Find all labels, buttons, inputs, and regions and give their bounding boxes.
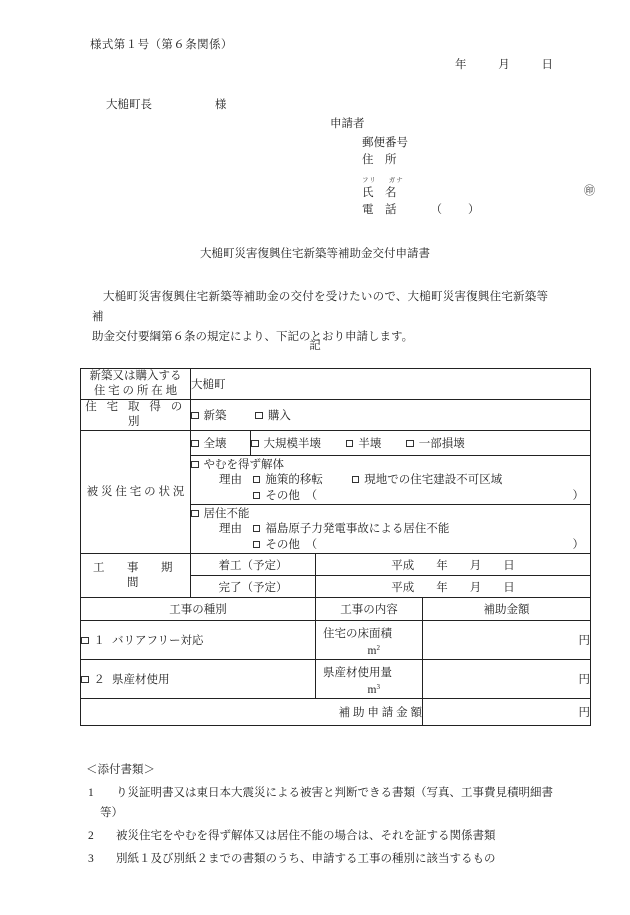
date-month-label: 月 — [498, 59, 510, 71]
demolition-reason-1-label: 現地での住宅建設不可区域 — [364, 474, 503, 486]
table-row-work-local-timber — [81, 660, 591, 699]
application-table — [80, 368, 591, 726]
checkbox-option-large-half-collapse[interactable] — [251, 435, 321, 451]
uninhabitable-cell — [191, 505, 591, 554]
body-line-1: 大槌町災害復興住宅新築等補助金の交付を受けたいので、大槌町災害復興住宅新築等補 — [92, 291, 548, 323]
uninhabitable-title-row[interactable] — [191, 505, 590, 521]
ki-marker: 記 — [309, 340, 321, 352]
work-0-unit — [316, 641, 422, 658]
uninhabitable-reason-row-1 — [219, 521, 590, 537]
total-label: 補 助 申 請 金 額 — [338, 707, 422, 719]
damage-label-cell — [81, 431, 191, 554]
applicant-block — [330, 115, 595, 219]
checkbox-icon[interactable] — [253, 541, 261, 549]
period-row-1-day: 日 — [503, 581, 515, 594]
demolition-title-row[interactable] — [191, 456, 590, 472]
works-header-0: 工事の種別 — [169, 604, 227, 616]
uninhabitable-other-close-paren: ） — [572, 539, 585, 551]
period-start-date-cell[interactable] — [316, 554, 591, 576]
attachment-2-number: 3 — [88, 853, 94, 865]
seal-icon: ㊞ — [584, 185, 595, 197]
demolition-reason-row-2 — [219, 488, 590, 504]
acquisition-options-cell — [191, 400, 591, 431]
works-header-kind-cell — [81, 598, 316, 621]
period-row-0-day: 日 — [503, 559, 515, 572]
checkbox-option-purchase[interactable] — [255, 407, 291, 423]
demolition-other-label: その他 （ — [265, 490, 318, 502]
work-0-number: １ — [93, 635, 105, 647]
period-row-0-year: 年 — [436, 559, 448, 572]
works-header-amount-cell — [423, 598, 591, 621]
attachment-1-number: 2 — [88, 830, 94, 842]
attachment-0-text-continued: 等） — [100, 807, 123, 819]
demolition-title: やむを得ず解体 — [203, 459, 284, 471]
work-1-unit — [316, 680, 422, 697]
period-row-1-era: 平成 — [391, 581, 415, 594]
demolition-cell — [191, 456, 591, 505]
checkbox-option-half-collapse[interactable] — [346, 435, 382, 451]
attachment-0-number: 1 — [88, 787, 94, 799]
document-title: 大槌町災害復興住宅新築等補助金交付申請書 — [200, 248, 430, 260]
damage-label: 被 災 住 宅 の 状 況 — [86, 485, 185, 498]
period-row-0-month: 月 — [469, 559, 482, 572]
work-1-amount-cell[interactable] — [423, 660, 591, 699]
attachment-item — [86, 849, 586, 869]
applicant-title: 申請者 — [330, 118, 365, 130]
table-row-acquisition — [81, 400, 591, 431]
location-value-cell[interactable] — [191, 369, 591, 400]
work-1-content-label: 県産材使用量 — [323, 667, 392, 679]
work-1-unit-base: m — [367, 684, 377, 696]
work-1-currency: 円 — [578, 674, 591, 686]
applicant-name-row — [362, 185, 595, 202]
work-0-amount-cell[interactable] — [423, 621, 591, 660]
work-1-kind: 県産材使用 — [112, 674, 170, 686]
date-day-label: 日 — [541, 59, 553, 71]
acquisition-option-0-label: 新築 — [203, 410, 227, 422]
checkbox-option-demolition-other[interactable] — [253, 488, 317, 504]
attachment-item — [86, 826, 586, 846]
uninhabitable-reason-0-label: 福島原子力発電事故による居住不能 — [265, 523, 450, 535]
uninhabitable-other-label: その他 （ — [265, 539, 318, 551]
period-label: 工 事 期 間 — [93, 561, 195, 589]
table-row-total — [81, 699, 591, 726]
checkbox-icon[interactable] — [346, 440, 354, 448]
damage-level-full-cell[interactable] — [191, 431, 251, 456]
period-label-cell — [81, 554, 195, 598]
furigana-part-2: ガナ — [388, 177, 404, 184]
damage-level-full-label: 全壊 — [203, 438, 227, 450]
date-line — [455, 56, 553, 72]
checkbox-option-uninhabitable-other[interactable] — [253, 537, 317, 553]
name-label: 氏 名 — [362, 187, 397, 199]
attachments-heading: ＜添付書類＞ — [86, 764, 155, 776]
attachments-section — [86, 760, 586, 869]
table-row-work-barrier-free — [81, 621, 591, 660]
period-row-1-year: 年 — [436, 581, 448, 594]
checkbox-icon[interactable] — [253, 492, 261, 500]
checkbox-icon[interactable] — [352, 476, 360, 484]
work-1-kind-cell[interactable] — [81, 660, 316, 699]
period-row-1-name: 完了（予定） — [218, 581, 288, 594]
checkbox-option-no-build-zone[interactable] — [352, 472, 503, 488]
table-row-location — [81, 369, 591, 400]
attachment-2-text: 別紙１及び別紙２までの書類のうち、申請する工事の種別に該当するもの — [116, 853, 496, 865]
checkbox-option-policy-relocation[interactable] — [253, 472, 323, 488]
applicant-tel-row — [362, 202, 580, 219]
work-0-currency: 円 — [578, 635, 591, 647]
addressee-honorific: 様 — [214, 99, 227, 111]
applicant-postal-row — [362, 135, 580, 152]
works-header-1: 工事の内容 — [340, 604, 398, 616]
table-row-works-header — [81, 598, 591, 621]
period-row-0-era: 平成 — [391, 559, 415, 572]
work-1-unit-exponent: 3 — [376, 683, 380, 691]
location-value: 大槌町 — [191, 379, 226, 391]
damage-level-0-label: 大規模半壊 — [263, 438, 321, 450]
damage-level-1-label: 半壊 — [358, 438, 382, 450]
uninhabitable-reason-label: 理由 — [219, 523, 242, 535]
addressee-name: 大槌町長 — [106, 99, 152, 111]
date-year-label: 年 — [455, 59, 467, 71]
checkbox-icon[interactable] — [191, 440, 199, 448]
address-label: 住 所 — [362, 154, 397, 166]
total-currency: 円 — [578, 707, 591, 719]
acquisition-label: 住 宅 取 得 の 別 — [85, 401, 186, 428]
checkbox-icon[interactable] — [406, 440, 414, 448]
damage-level-2-label: 一部損壊 — [418, 438, 465, 450]
work-0-unit-exponent: 2 — [376, 644, 380, 652]
furigana-part-1: フリ — [362, 177, 377, 184]
work-1-content-cell[interactable] — [316, 660, 423, 699]
application-table-wrapper — [80, 368, 590, 726]
addressee-line — [106, 96, 226, 112]
checkbox-icon[interactable] — [81, 676, 89, 684]
checkbox-option-total-collapse[interactable] — [191, 435, 227, 451]
demolition-other-close-paren: ） — [572, 490, 585, 502]
demolition-reason-0-label: 施策的移転 — [265, 474, 323, 486]
table-row-damage-levels — [81, 431, 591, 456]
work-0-kind: バリアフリー対応 — [112, 635, 204, 647]
checkbox-icon[interactable] — [253, 476, 261, 484]
checkbox-option-new-build[interactable] — [191, 407, 227, 423]
location-label-line1: 新築又は購入する — [89, 370, 182, 382]
demolition-reason-label: 理由 — [219, 474, 242, 486]
attachment-item — [86, 783, 586, 823]
period-row-1-month: 月 — [469, 581, 482, 594]
total-amount-cell[interactable] — [423, 699, 591, 726]
work-0-content-cell[interactable] — [316, 621, 423, 660]
checkbox-option-fukushima-nuclear[interactable] — [253, 521, 450, 537]
damage-level-others-cell — [251, 431, 591, 456]
period-end-date-cell[interactable] — [316, 576, 591, 598]
acquisition-label-cell — [81, 400, 191, 431]
telephone-parenthesis: （ ） — [430, 204, 481, 216]
checkbox-icon[interactable] — [81, 637, 89, 645]
total-label-cell — [81, 699, 423, 726]
works-header-2: 補助金額 — [483, 604, 530, 616]
form-number: 様式第１号（第６条関係） — [90, 39, 233, 51]
demolition-reason-row-1 — [219, 472, 590, 488]
applicant-address-row — [362, 152, 580, 169]
work-0-content-label: 住宅の床面積 — [323, 628, 392, 640]
work-1-number: ２ — [93, 674, 105, 686]
period-start-name-cell — [191, 554, 316, 576]
postal-code-label: 郵便番号 — [362, 137, 408, 149]
period-end-name-cell — [191, 576, 316, 598]
checkbox-icon[interactable] — [251, 440, 259, 448]
body-line-2: 助金交付要綱第６条の規定により、下記のとおり申請します。 — [92, 331, 414, 343]
checkbox-icon[interactable] — [255, 412, 263, 420]
checkbox-icon[interactable] — [191, 412, 199, 420]
furigana-label — [362, 177, 580, 185]
checkbox-option-partial-damage[interactable] — [406, 435, 465, 451]
checkbox-icon[interactable] — [191, 510, 199, 518]
works-header-content-cell — [316, 598, 423, 621]
telephone-label: 電 話 — [362, 204, 397, 216]
checkbox-icon[interactable] — [191, 461, 199, 469]
location-label-cell — [81, 369, 191, 400]
uninhabitable-reason-row-2 — [219, 537, 590, 553]
table-row-period-start — [81, 554, 591, 576]
uninhabitable-title: 居住不能 — [203, 508, 250, 520]
acquisition-option-1-label: 購入 — [267, 410, 291, 422]
checkbox-icon[interactable] — [253, 525, 261, 533]
attachment-0-text: り災証明書又は東日本大震災による被害と判断できる書類（写真、工事費見積明細書 — [116, 787, 553, 799]
work-0-kind-cell[interactable] — [81, 621, 316, 660]
attachment-1-text: 被災住宅をやむを得ず解体又は居住不能の場合は、それを証する関係書類 — [116, 830, 496, 842]
period-row-0-name: 着工（予定） — [218, 559, 288, 572]
work-0-unit-base: m — [367, 645, 377, 657]
location-label-line2: 住 宅 の 所 在 地 — [93, 385, 178, 397]
